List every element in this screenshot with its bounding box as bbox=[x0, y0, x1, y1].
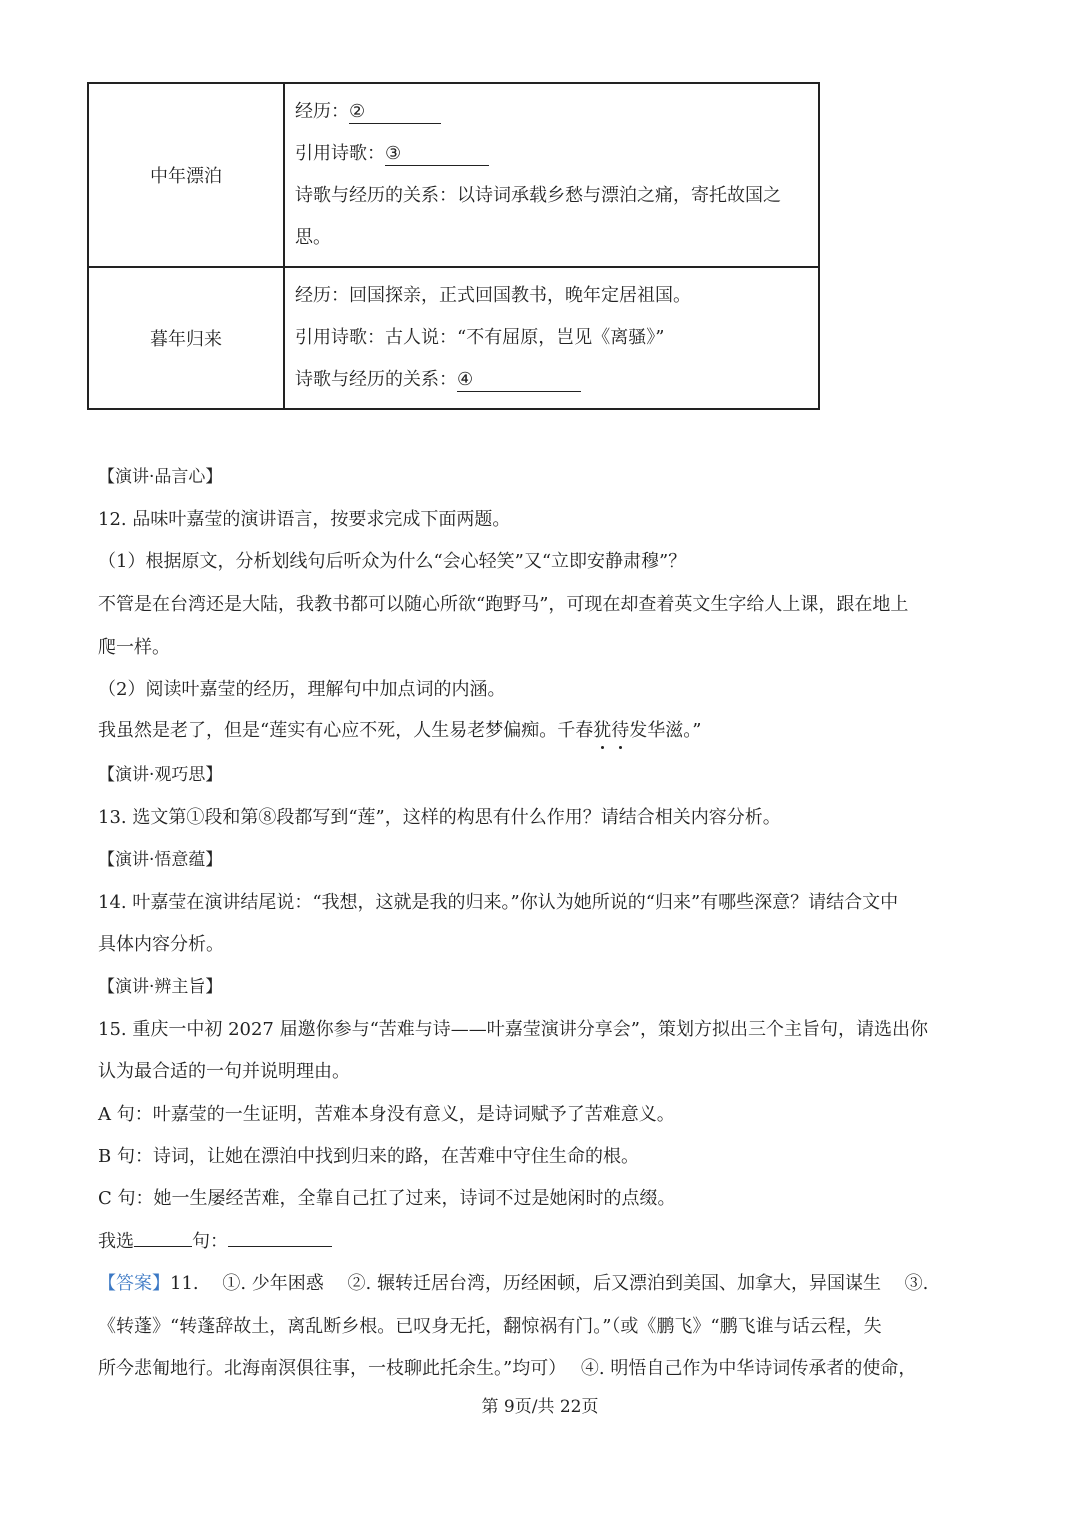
relation-line-cont: 思。 bbox=[295, 227, 331, 248]
question-12-2: （2）阅读叶嘉莹的经历，理解句中加点词的内涵。 bbox=[98, 679, 506, 700]
option-a: A 句：叶嘉莹的一生证明，苦难本身没有意义，是诗词赋予了苦难意义。 bbox=[98, 1104, 675, 1125]
question-12: 12. 品味叶嘉莹的演讲语言，按要求完成下面两题。 bbox=[98, 509, 511, 530]
page-number: 第 9页/共 22页 bbox=[481, 1397, 599, 1417]
stage-detail bbox=[284, 267, 819, 409]
answer-line: 所今悲匍地行。北海南溟俱往事，一枝聊此托余生。”均可） ④. 明悟自己作为中华诗词传承者的使命， bbox=[98, 1358, 917, 1379]
question-12-1: （1）根据原文，分析划线句后听众为什么“会心轻笑”又“立即安静肃穆”？ bbox=[98, 551, 687, 572]
dotted-word: 犹 bbox=[593, 720, 612, 741]
section-heading: 【演讲·品言心】 bbox=[98, 467, 223, 487]
quote-line: 爬一样。 bbox=[98, 637, 170, 658]
poem-line: 引用诗歌：古人说：“不有屈原，岂见《离骚》” bbox=[295, 327, 665, 348]
stage-label: 暮年归来 bbox=[88, 267, 284, 409]
question-13: 13. 选文第①段和第⑧段都写到“莲”，这样的构思有什么作用？请结合相关内容分析。 bbox=[98, 807, 781, 828]
question-14: 14. 叶嘉莹在演讲结尾说：“我想，这就是我的归来。”你认为她所说的“归来”有哪些深意？请结合文中 bbox=[98, 892, 899, 913]
section-heading: 【演讲·观巧思】 bbox=[98, 765, 223, 785]
stage-detail bbox=[284, 83, 819, 267]
choice-line: 我选 句： bbox=[98, 1227, 988, 1253]
reason-blank[interactable] bbox=[228, 1228, 332, 1247]
answer-blank[interactable]: ② bbox=[349, 101, 441, 124]
relation-line: 诗歌与经历的关系：④ bbox=[295, 359, 808, 401]
experience-line: 经历：回国探亲，正式回国教书，晚年定居祖国。 bbox=[295, 285, 691, 306]
question-14-cont: 具体内容分析。 bbox=[98, 934, 224, 955]
section-heading: 【演讲·辨主旨】 bbox=[98, 977, 223, 997]
option-c: C 句：她一生屡经苦难，全靠自己扛了过来，诗词不过是她闲时的点缀。 bbox=[98, 1188, 676, 1209]
choice-blank[interactable] bbox=[134, 1228, 192, 1247]
answer-line: 【答案】11. ①. 少年困惑 ②. 辗转迁居台湾，历经困顿，后又漂泊到美国、加拿大，异国谋生 ③. bbox=[98, 1273, 929, 1294]
option-b: B 句：诗词，让她在漂泊中找到归来的路，在苦难中守住生命的根。 bbox=[98, 1146, 639, 1167]
answer-blank[interactable]: ③ bbox=[385, 143, 489, 166]
stage-label: 中年漂泊 bbox=[88, 83, 284, 267]
poem-line: 引用诗歌：③ bbox=[295, 133, 808, 175]
quote-line: 不管是在台湾还是大陆，我教书都可以随心所欲“跑野马”，可现在却查着英文生字给人上课，跟在地上 bbox=[98, 594, 909, 615]
answer-line: 《转蓬》“转蓬辞故土，离乱断乡根。已叹身无托，翻惊祸有门。”（或《鹏飞》“鹏飞谁与话云程，失 bbox=[98, 1316, 882, 1337]
relation-line: 诗歌与经历的关系：以诗词承载乡愁与漂泊之痛，寄托故国之 bbox=[295, 185, 781, 206]
experience-line: 经历：② bbox=[295, 91, 808, 133]
table-row bbox=[88, 83, 819, 267]
question-15-cont: 认为最合适的一句并说明理由。 bbox=[98, 1061, 350, 1082]
table-row bbox=[88, 267, 819, 409]
quote-line: 我虽然是老了，但是“莲实有心应不死，人生易老梦偏痴。千春犹待发华滋。” bbox=[98, 720, 702, 741]
answer-tag: 【答案】 bbox=[98, 1273, 170, 1294]
dotted-word: 待 bbox=[611, 720, 630, 741]
section-heading: 【演讲·悟意蕴】 bbox=[98, 850, 223, 870]
question-15: 15. 重庆一中初 2027 届邀你参与“苦难与诗——叶嘉莹演讲分享会”，策划方拟出三个主旨句，请选出你 bbox=[98, 1019, 928, 1040]
answer-blank[interactable]: ④ bbox=[457, 369, 581, 392]
life-stage-table bbox=[87, 82, 820, 410]
